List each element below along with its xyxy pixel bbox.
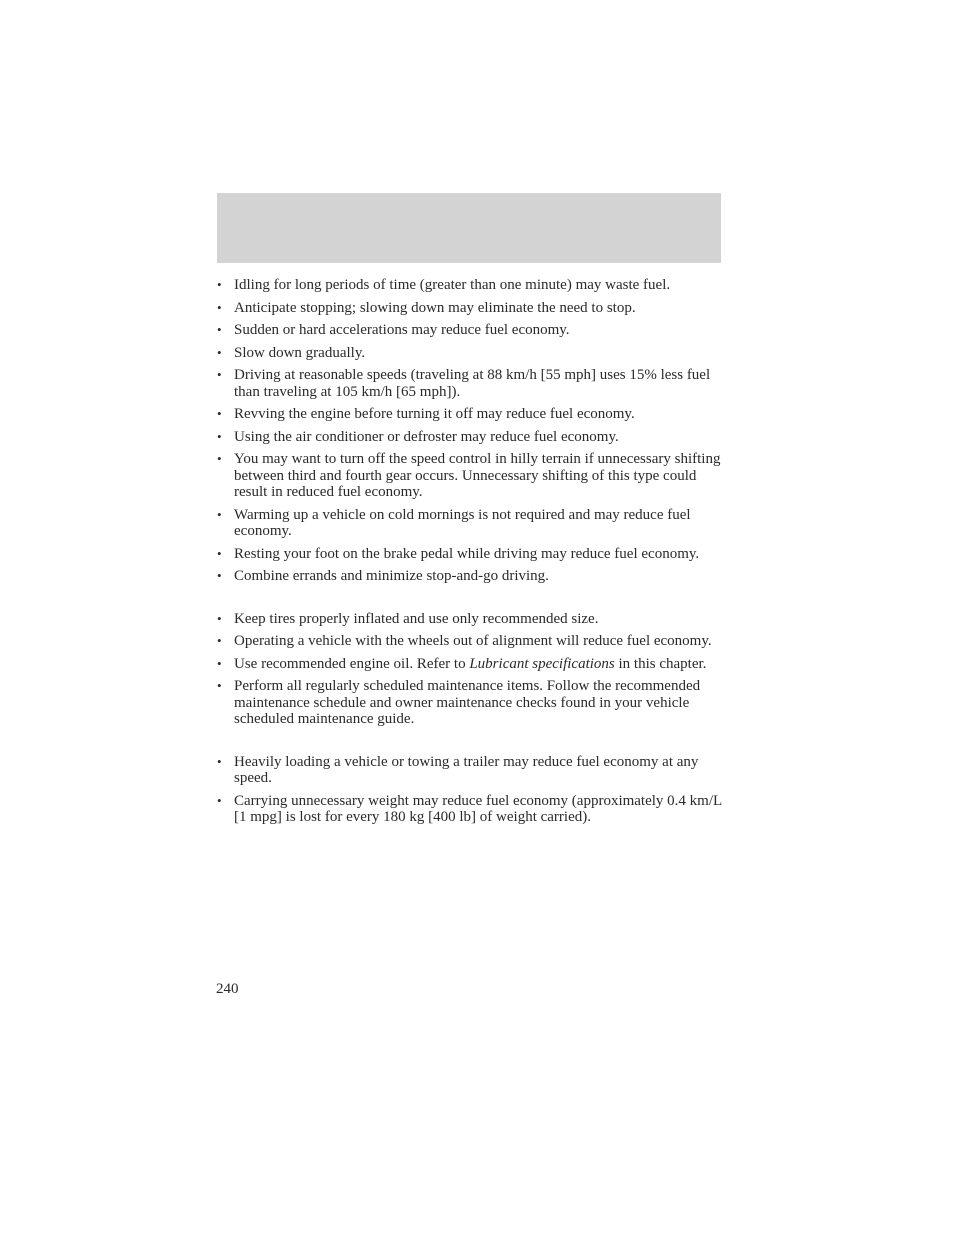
list-item: • Warming up a vehicle on cold mornings is not required and may reduce fuel economy.: [217, 506, 691, 539]
bullet-icon: •: [217, 678, 222, 693]
page-number: 240: [216, 981, 239, 997]
bullet-icon: •: [217, 633, 222, 648]
bullet-icon: •: [217, 753, 222, 769]
maintenance-list: [217, 611, 727, 728]
section-spacer: [217, 591, 727, 611]
bullet-icon: •: [217, 277, 222, 292]
list-item: • Resting your foot on the brake pedal while driving may reduce fuel economy.: [217, 545, 700, 562]
bullet-icon: •: [217, 545, 222, 561]
bullet-icon: •: [217, 655, 222, 671]
bullet-icon: •: [217, 506, 222, 522]
section-header-band: [217, 193, 721, 263]
list-item: • Combine errands and minimize stop-and-go driving.: [217, 568, 549, 584]
page-content: [217, 277, 727, 832]
loading-list: [217, 754, 727, 826]
list-item: • Anticipate stopping; slowing down may eliminate the need to stop.: [217, 299, 636, 316]
lubricant-specifications-reference: Lubricant specifications: [469, 655, 615, 672]
list-item: • Carrying unnecessary weight may reduce fuel economy (approximately 0.4 km/L [1 mpg] is lost for every 180 kg [400 lb] of weight carried).: [217, 792, 722, 825]
list-item: • Slow down gradually.: [217, 344, 366, 361]
bullet-icon: •: [217, 451, 222, 466]
list-item: • Sudden or hard accelerations may reduce fuel economy.: [217, 322, 570, 338]
list-item: • Operating a vehicle with the wheels out of alignment will reduce fuel economy.: [217, 633, 712, 649]
bullet-icon: •: [217, 299, 222, 315]
bullet-icon: •: [217, 428, 222, 444]
list-item: • Keep tires properly inflated and use only recommended size.: [217, 610, 599, 627]
list-item: • You may want to turn off the speed control in hilly terrain if unnecessary shifting between third and fourth gear occurs. Unnecessary shifting of this type could result in reduced fuel economy.: [217, 451, 721, 500]
bullet-icon: •: [217, 568, 222, 583]
bullet-icon: •: [217, 322, 222, 337]
list-item: • Heavily loading a vehicle or towing a trailer may reduce fuel economy at any speed.: [217, 753, 699, 786]
list-item: • Perform all regularly scheduled maintenance items. Follow the recommended maintenance schedule and owner maintenance checks found in your vehicle scheduled maintenance guide.: [217, 678, 701, 727]
section-spacer: [217, 734, 727, 754]
bullet-icon: •: [217, 792, 222, 808]
list-item: • Use recommended engine oil. Refer to Lubricant specifications in this chapter.: [217, 655, 707, 672]
bullet-icon: •: [217, 610, 222, 626]
bullet-icon: •: [217, 344, 222, 360]
list-item: • Revving the engine before turning it off may reduce fuel economy.: [217, 406, 635, 422]
list-item: • Idling for long periods of time (greater than one minute) may waste fuel.: [217, 277, 671, 293]
bullet-icon: •: [217, 367, 222, 382]
bullet-icon: •: [217, 406, 222, 421]
list-item: • Using the air conditioner or defroster may reduce fuel economy.: [217, 428, 619, 445]
driving-habits-list: [217, 277, 727, 585]
list-item: • Driving at reasonable speeds (traveling at 88 km/h [55 mph] uses 15% less fuel than traveling at 105 km/h [65 mph]).: [217, 367, 711, 400]
